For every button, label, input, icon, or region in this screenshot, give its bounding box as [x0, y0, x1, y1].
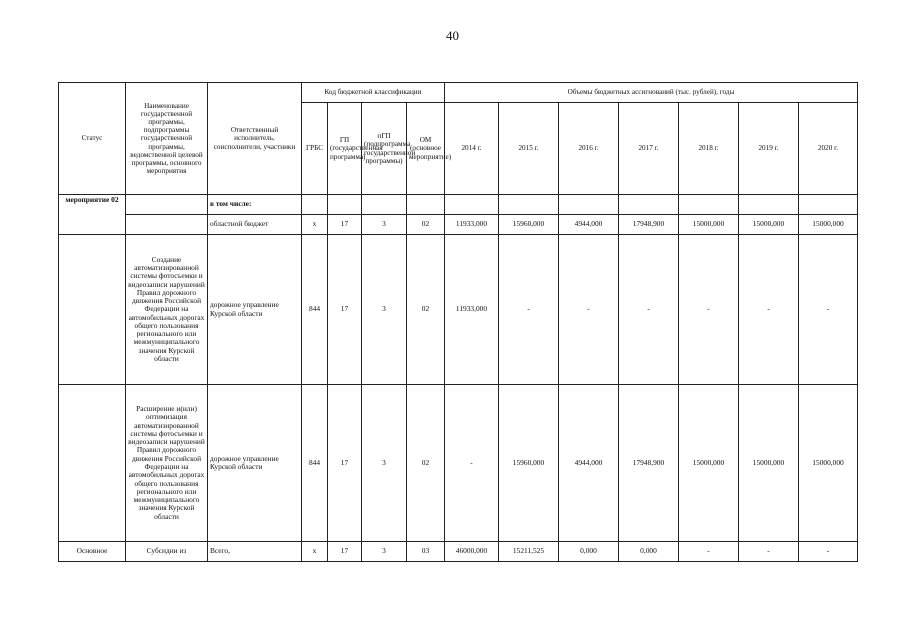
pgp-cell: 3	[362, 215, 407, 235]
value-2018: -	[679, 542, 739, 562]
header-volume-group: Объемы бюджетных ассигнований (тыс. рублей), годы	[445, 83, 858, 103]
value-2020: -	[799, 235, 858, 385]
pgp-cell: 3	[362, 235, 407, 385]
status-cell	[59, 385, 126, 542]
header-pgp: пГП (подпрограмма государственной программы)	[362, 103, 407, 195]
executor-cell: дорожное управление Курской области	[208, 385, 302, 542]
header-row-1	[59, 83, 858, 103]
pgp-cell	[362, 195, 407, 215]
gp-cell: 17	[328, 235, 362, 385]
name-cell	[126, 195, 208, 215]
value-2017	[619, 195, 679, 215]
value-2017: 17948,900	[619, 215, 679, 235]
status-cell: мероприятие 02	[59, 195, 126, 235]
value-2017: -	[619, 235, 679, 385]
value-2015: -	[499, 235, 559, 385]
table-row	[59, 195, 858, 215]
grbs-cell: 844	[302, 385, 328, 542]
executor-cell: областной бюджет	[208, 215, 302, 235]
value-2016: 0,000	[559, 542, 619, 562]
grbs-cell: 844	[302, 235, 328, 385]
om-cell: 03	[407, 542, 445, 562]
value-2020	[799, 195, 858, 215]
budget-table	[58, 82, 858, 562]
grbs-cell	[302, 195, 328, 215]
header-year-2018: 2018 г.	[679, 103, 739, 195]
value-2019: 15000,000	[739, 385, 799, 542]
header-status: Статус	[59, 83, 126, 195]
value-2017: 17948,900	[619, 385, 679, 542]
gp-cell: 17	[328, 385, 362, 542]
header-om: ОМ (основное мероприятие)	[407, 103, 445, 195]
value-2015: 15960,000	[499, 215, 559, 235]
value-2019: -	[739, 235, 799, 385]
value-2018	[679, 195, 739, 215]
header-year-2015: 2015 г.	[499, 103, 559, 195]
grbs-cell: x	[302, 215, 328, 235]
header-code-group: Код бюджетной классификации	[302, 83, 445, 103]
om-cell	[407, 195, 445, 215]
value-2020: 15000,000	[799, 385, 858, 542]
pgp-cell: 3	[362, 542, 407, 562]
value-2017: 0,000	[619, 542, 679, 562]
value-2014: 11933,000	[445, 215, 499, 235]
gp-cell: 17	[328, 215, 362, 235]
value-2015: 15960,000	[499, 385, 559, 542]
value-2014	[445, 195, 499, 215]
table-row	[59, 235, 858, 385]
value-2018: 15000,000	[679, 215, 739, 235]
grbs-cell: x	[302, 542, 328, 562]
om-cell: 02	[407, 215, 445, 235]
om-cell: 02	[407, 235, 445, 385]
pgp-cell: 3	[362, 385, 407, 542]
name-cell: Создание автоматизированной системы фотосъемки и видеозаписи нарушений Правил дорожного движения Российской Федерации на автомобильных дорогах общего пользования регионального или межмуниципального значения Курской области	[126, 235, 208, 385]
header-year-2014: 2014 г.	[445, 103, 499, 195]
header-year-2019: 2019 г.	[739, 103, 799, 195]
value-2020: 15000,000	[799, 215, 858, 235]
value-2018: 15000,000	[679, 385, 739, 542]
gp-cell	[328, 195, 362, 215]
executor-cell: в том числе:	[208, 195, 302, 215]
value-2015	[499, 195, 559, 215]
header-year-2016: 2016 г.	[559, 103, 619, 195]
value-2020: -	[799, 542, 858, 562]
om-cell: 02	[407, 385, 445, 542]
status-cell: Основное	[59, 542, 126, 562]
header-gp: ГП (государственная программа)	[328, 103, 362, 195]
header-year-2017: 2017 г.	[619, 103, 679, 195]
table-row	[59, 542, 858, 562]
gp-cell: 17	[328, 542, 362, 562]
value-2016: 4944,000	[559, 385, 619, 542]
table-row	[59, 215, 858, 235]
header-executor: Ответственный исполнитель, соисполнители, участники	[208, 83, 302, 195]
name-cell: Расширение и(или) оптимизация автоматизированной системы фотосъемки и видеозаписи нарушений Правил дорожного движения Российской Федерации на автомобильных дорогах общего пользования регионального или межмуниципального значения Курской области	[126, 385, 208, 542]
value-2019	[739, 195, 799, 215]
value-2014: -	[445, 385, 499, 542]
executor-cell: Всего,	[208, 542, 302, 562]
name-cell: Субсидии из	[126, 542, 208, 562]
value-2016: -	[559, 235, 619, 385]
value-2014: 11933,000	[445, 235, 499, 385]
value-2019: -	[739, 542, 799, 562]
header-grbs: ГРБС	[302, 103, 328, 195]
header-year-2020: 2020 г.	[799, 103, 858, 195]
value-2014: 46000,000	[445, 542, 499, 562]
value-2018: -	[679, 235, 739, 385]
status-cell	[59, 235, 126, 385]
table-row	[59, 385, 858, 542]
page-number: 40	[446, 28, 459, 43]
name-cell	[126, 215, 208, 235]
header-name: Наименование государственной программы, подпрограммы государственной программы, ведомственной целевой программы, основного мероприятия	[126, 83, 208, 195]
value-2016: 4944,000	[559, 215, 619, 235]
executor-cell: дорожное управление Курской области	[208, 235, 302, 385]
value-2016	[559, 195, 619, 215]
value-2019: 15000,000	[739, 215, 799, 235]
value-2015: 15211,525	[499, 542, 559, 562]
